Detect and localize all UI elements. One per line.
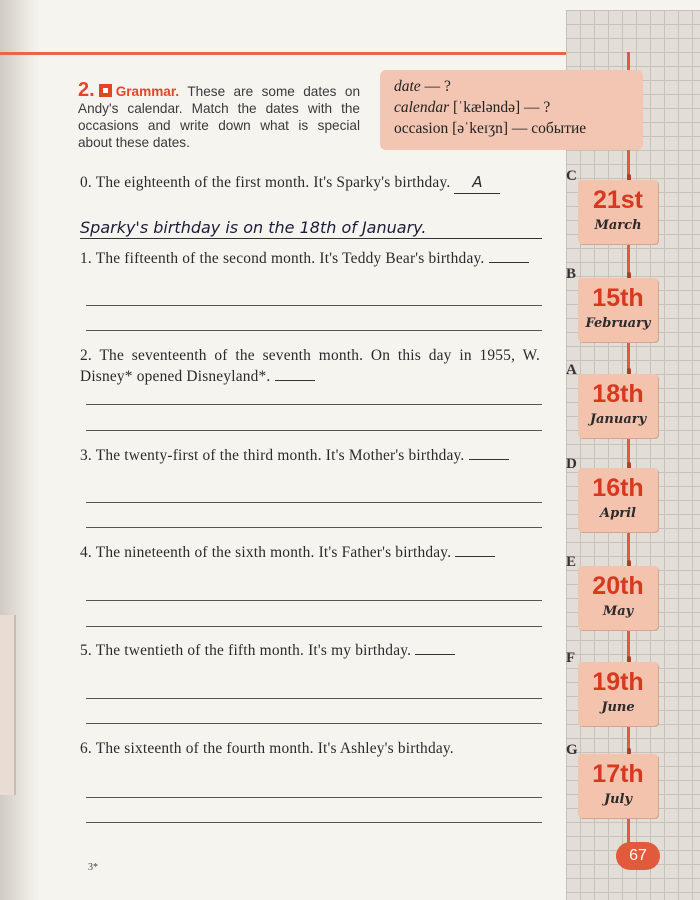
card-month: June: [601, 700, 635, 715]
card-day: 15th: [592, 284, 644, 312]
card-day: 20th: [592, 572, 644, 600]
answer-line[interactable]: [86, 502, 542, 503]
margin-rule: [627, 52, 630, 852]
card-letter: B: [566, 266, 577, 282]
card-letter: F: [566, 650, 576, 666]
card-day: 19th: [592, 668, 644, 696]
task-text: These are some dates on Andy's calendar. Match the dates with the occasions and write down what is special about these dates.: [78, 84, 361, 150]
task-title: Grammar.: [115, 84, 180, 99]
card-letter: C: [566, 168, 577, 184]
date-card: [578, 566, 658, 630]
answer-line[interactable]: [86, 698, 542, 699]
example-answer: A: [454, 172, 500, 194]
card-day: 18th: [592, 380, 644, 408]
answer-line[interactable]: [86, 723, 542, 724]
question-6: 6. The sixteenth of the fourth month. It's Ashley's birthday.: [80, 740, 454, 757]
vocab-line-occasion: occasion [əˈkeɪʒn] — событие: [394, 120, 587, 137]
calendar-card-a: [566, 362, 660, 442]
card-month: February: [585, 316, 651, 331]
calendar-card-g: [566, 742, 660, 822]
card-letter: A: [566, 362, 577, 378]
calendar-card-c: [566, 168, 660, 248]
card-month: July: [603, 792, 633, 807]
answer-line[interactable]: [86, 822, 542, 823]
card-month: January: [589, 412, 647, 427]
card-day: 16th: [592, 474, 644, 502]
date-card: [578, 278, 658, 342]
answer-line[interactable]: [86, 527, 542, 528]
answer-blank-1[interactable]: [489, 250, 529, 263]
vocab-line-date: date — ?: [394, 78, 451, 95]
date-card: [578, 374, 658, 438]
answer-blank-2[interactable]: [275, 368, 315, 381]
question-4: 4. The nineteenth of the sixth month. It's Father's birthday.: [80, 542, 540, 563]
top-rule: [0, 52, 628, 55]
example-handwritten-answer: Sparky's birthday is on the 18th of January.: [80, 218, 542, 239]
date-card: [578, 180, 658, 244]
answer-line[interactable]: [86, 404, 542, 405]
card-month: May: [602, 604, 634, 619]
calendar-card-f: [566, 650, 660, 730]
card-letter: E: [566, 554, 577, 570]
task-instructions: [78, 79, 361, 151]
answer-line[interactable]: [86, 797, 542, 798]
answer-blank-4[interactable]: [455, 544, 495, 557]
task-number: 2.: [78, 79, 95, 101]
date-card: [578, 468, 658, 532]
date-card: [578, 754, 658, 818]
signature-mark: 3*: [88, 862, 98, 873]
card-day: 17th: [592, 760, 644, 788]
date-card: [578, 662, 658, 726]
question-2: 2. The seventeenth of the seventh month. On this day in 1955, W. Disney* opened Disneyland*.: [80, 347, 540, 385]
question-5: 5. The twentieth of the fifth month. It's my birthday.: [80, 640, 540, 661]
calendar-card-d: [566, 456, 660, 536]
answer-line[interactable]: [86, 330, 542, 331]
calendar-card-e: [566, 554, 660, 634]
answer-blank-3[interactable]: [469, 447, 509, 460]
answer-line[interactable]: [86, 626, 542, 627]
vocabulary-box: [380, 70, 643, 150]
vocab-line-calendar: calendar [ˈkæləndə] — ?: [394, 99, 551, 116]
grammar-icon: [99, 84, 112, 97]
card-month: March: [594, 218, 642, 233]
answer-line[interactable]: [86, 600, 542, 601]
card-day: 21st: [592, 186, 644, 214]
answer-line[interactable]: [86, 430, 542, 431]
page-number: 67: [616, 842, 660, 870]
card-letter: G: [566, 742, 578, 758]
example-item: [80, 172, 540, 194]
answer-line[interactable]: [86, 305, 542, 306]
example-text: 0. The eighteenth of the first month. It's Sparky's birthday.: [80, 174, 451, 191]
question-3: 3. The twenty-first of the third month. It's Mother's birthday.: [80, 445, 540, 466]
answer-blank-5[interactable]: [415, 642, 455, 655]
question-1: 1. The fifteenth of the second month. It's Teddy Bear's birthday.: [80, 248, 540, 269]
calendar-card-b: [566, 266, 660, 346]
card-month: April: [600, 506, 636, 521]
left-page-edge: [0, 615, 16, 795]
card-letter: D: [566, 456, 577, 472]
